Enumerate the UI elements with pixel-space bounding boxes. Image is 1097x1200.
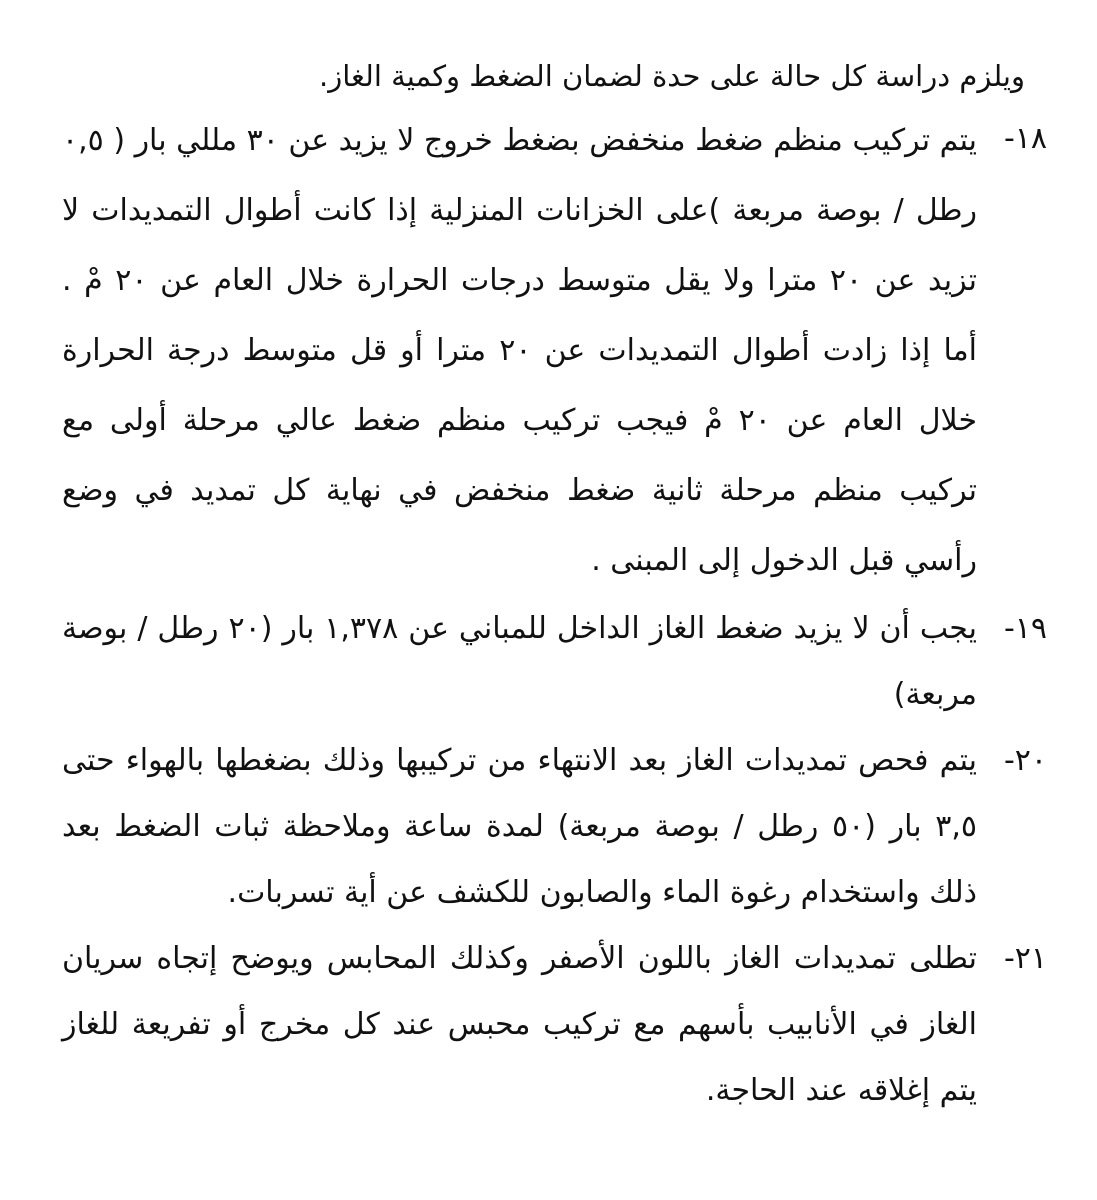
item-number: ١٨- (1003, 121, 1047, 156)
intro-paragraph: ويلزم دراسة كل حالة على حدة لضمان الضغط وكمية الغاز. (318, 59, 1025, 93)
list-item-18 (62, 106, 1047, 596)
item-text: تطلى تمديدات الغاز باللون الأصفر وكذلك المحابس ويوضح إتجاه سريان الغاز في الأنابيب بأسهم مع تركيب محبس عند كل مخرج أو تفريعة للغاز يتم إغلاقه عند الحاجة. (62, 941, 977, 1108)
item-number: ١٩- (1003, 611, 1047, 646)
list-item-21 (62, 926, 1047, 1124)
item-number: ٢٠- (1003, 743, 1047, 778)
item-text: يجب أن لا يزيد ضغط الغاز الداخل للمباني عن ١,٣٧٨ بار (٢٠ رطل / بوصة مربعة) (62, 611, 977, 712)
item-number: ٢١- (1003, 941, 1047, 976)
item-text: يتم فحص تمديدات الغاز بعد الانتهاء من تركيبها وذلك بضغطها بالهواء حتى ٣,٥ بار (٥٠ رطل / بوصة مربعة) لمدة ساعة وملاحظة ثبات الضغط بعد ذلك واستخدام رغوة الماء والصابون للكشف عن أية تسربات. (62, 743, 977, 910)
item-text: يتم تركيب منظم ضغط منخفض بضغط خروج لا يزيد عن ٣٠ مللي بار ( ٠,٥ رطل / بوصة مربعة )على الخزانات المنزلية إذا كانت أطوال التمديدات لا تزيد عن ٢٠ مترا ولا يقل متوسط درجات الحرارة خلال العام عن ٢٠ مْ . أما إذا زادت أطوال التمديدات عن ٢٠ مترا أو قل متوسط درجة الحرارة خلال العام عن ٢٠ مْ فيجب تركيب منظم ضغط عالي مرحلة أولى مع تركيب منظم مرحلة ثانية ضغط منخفض في نهاية كل تمديد في وضع رأسي قبل الدخول إلى المبنى . (62, 123, 978, 578)
list-item-20 (62, 728, 1047, 926)
list-item-19 (62, 596, 1047, 728)
